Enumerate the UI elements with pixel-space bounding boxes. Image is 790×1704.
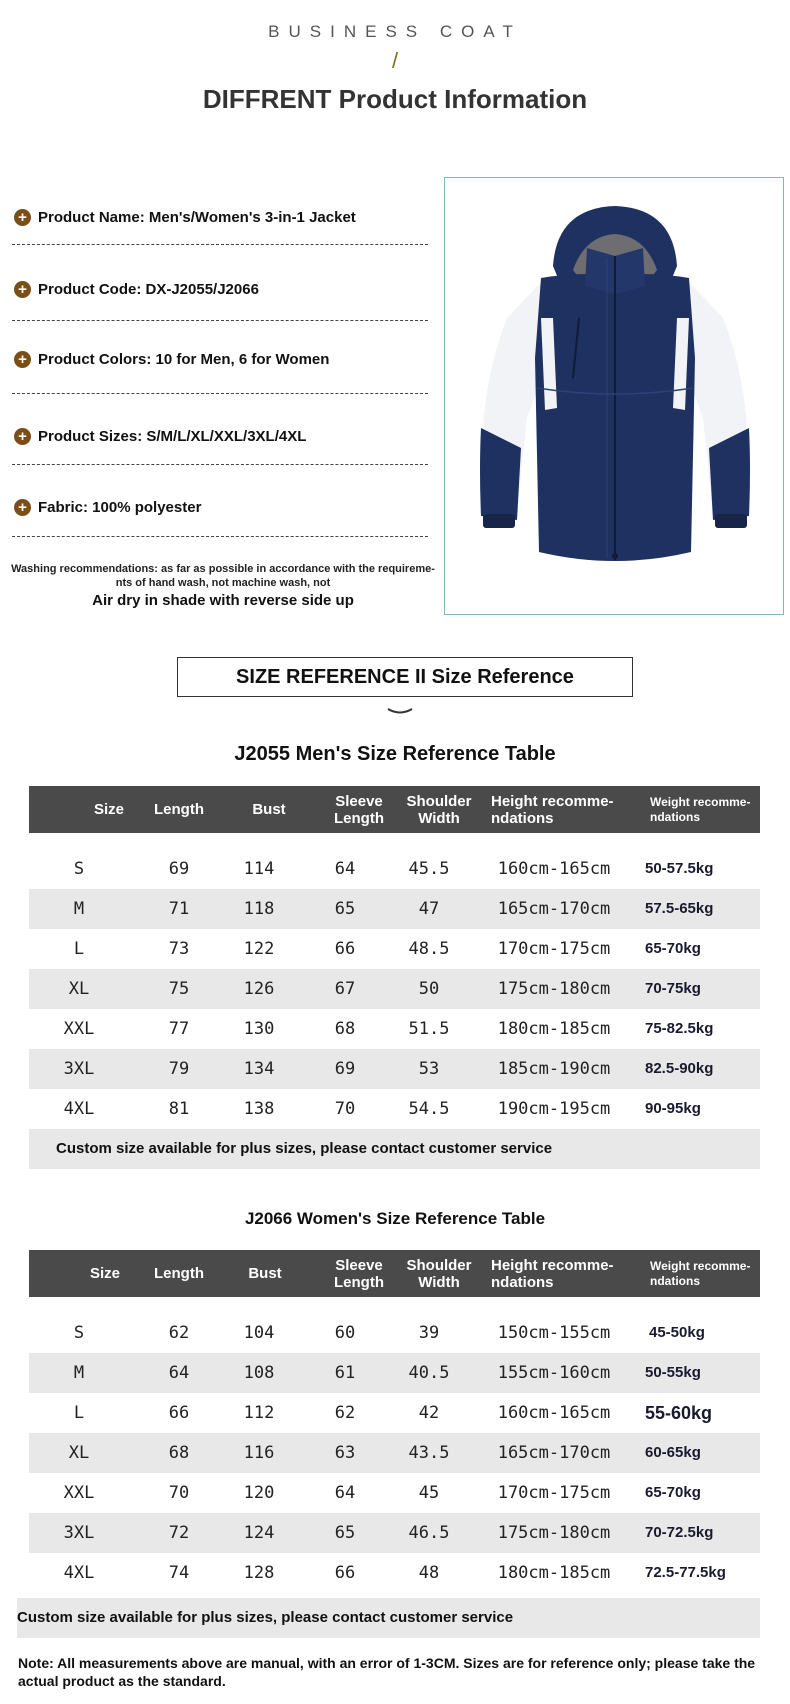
- header-bust: Bust: [252, 801, 286, 818]
- cell-size: 4XL: [63, 1563, 95, 1583]
- table-row: [29, 1553, 760, 1593]
- cell-length: 66: [168, 1403, 190, 1423]
- cell-weight: 65-70kg: [645, 940, 701, 957]
- cell-weight: 50-55kg: [645, 1364, 701, 1381]
- cell-height: 170cm-175cm: [497, 939, 611, 959]
- cell-sleeve: 60: [334, 1323, 356, 1343]
- table-row: [29, 1049, 760, 1089]
- cell-sleeve: 61: [334, 1363, 356, 1383]
- header-size: Size: [93, 801, 124, 818]
- info-row-code: [14, 269, 426, 309]
- cell-length: 73: [168, 939, 190, 959]
- cell-shoulder: 40.5: [408, 1363, 450, 1383]
- cell-bust: 118: [243, 899, 275, 919]
- table-row: [29, 1353, 760, 1393]
- cell-length: 64: [168, 1363, 190, 1383]
- cell-weight: 70-72.5kg: [645, 1524, 714, 1541]
- cell-bust: 122: [243, 939, 275, 959]
- jacket-illustration: [445, 178, 783, 614]
- measurement-note: Note: All measurements above are manual, with an error of 1-3CM. Sizes are for reference only; please take the actual product as the standard.: [18, 1655, 756, 1689]
- women-table-title: J2066 Women's Size Reference Table: [244, 1209, 546, 1228]
- cell-length: 79: [168, 1059, 190, 1079]
- divider: [12, 393, 428, 394]
- cell-sleeve: 70: [334, 1099, 356, 1119]
- cell-sleeve: 64: [334, 859, 356, 879]
- table-row: [29, 1433, 760, 1473]
- header-weight: Weight recomme- ndations: [650, 1258, 751, 1288]
- women-table-header: [29, 1250, 760, 1297]
- men-table-body: [0, 849, 790, 1129]
- header-length: Length: [154, 801, 204, 818]
- cell-shoulder: 50: [418, 979, 440, 999]
- washing-line-2: nts of hand wash, not machine wash, not: [115, 577, 331, 589]
- table-row: [29, 969, 760, 1009]
- cell-weight: 45-50kg: [649, 1324, 705, 1341]
- cell-shoulder: 42: [418, 1403, 440, 1423]
- header-height: Height recomme- ndations: [491, 1256, 614, 1291]
- cell-weight: 90-95kg: [645, 1100, 701, 1117]
- cell-height: 165cm-170cm: [497, 899, 611, 919]
- cell-size: 3XL: [63, 1523, 95, 1543]
- cell-size: S: [73, 1323, 85, 1343]
- cell-shoulder: 46.5: [408, 1523, 450, 1543]
- cell-size: S: [73, 859, 85, 879]
- cell-weight: 55-60kg: [645, 1403, 713, 1423]
- cell-weight: 57.5-65kg: [645, 900, 714, 917]
- cell-bust: 116: [243, 1443, 275, 1463]
- plus-circle-icon: +: [14, 499, 31, 516]
- header-height: Height recomme- ndations: [491, 792, 614, 827]
- cell-length: 81: [168, 1099, 190, 1119]
- cell-size: XL: [68, 979, 90, 999]
- cell-bust: 112: [243, 1403, 275, 1423]
- cell-height: 185cm-190cm: [497, 1059, 611, 1079]
- cell-length: 68: [168, 1443, 190, 1463]
- cell-height: 160cm-165cm: [497, 1403, 611, 1423]
- cell-height: 160cm-165cm: [497, 859, 611, 879]
- cell-size: L: [73, 1403, 85, 1423]
- cell-shoulder: 48: [418, 1563, 440, 1583]
- washing-line-1: Washing recommendations: as far as possible in accordance with the requireme-: [11, 563, 435, 575]
- divider: [12, 464, 428, 465]
- cell-weight: 70-75kg: [645, 980, 701, 997]
- table-row: [29, 929, 760, 969]
- cell-sleeve: 68: [334, 1019, 356, 1039]
- cell-weight: 75-82.5kg: [645, 1020, 714, 1037]
- cell-weight: 65-70kg: [645, 1484, 701, 1501]
- table-row: [29, 1473, 760, 1513]
- cell-length: 74: [168, 1563, 190, 1583]
- women-table-body: [0, 1313, 790, 1593]
- header-size: Size: [89, 1265, 120, 1282]
- cell-sleeve: 66: [334, 1563, 356, 1583]
- info-row-colors: [14, 339, 426, 379]
- cell-bust: 108: [243, 1363, 275, 1383]
- cell-weight: 60-65kg: [645, 1444, 701, 1461]
- cell-bust: 130: [243, 1019, 275, 1039]
- washing-line-3: Air dry in shade with reverse side up: [92, 592, 354, 609]
- cell-sleeve: 66: [334, 939, 356, 959]
- washing-recommendations: [10, 562, 436, 590]
- cell-shoulder: 54.5: [408, 1099, 450, 1119]
- product-colors: Product Colors: 10 for Men, 6 for Women: [38, 350, 330, 368]
- cell-sleeve: 65: [334, 1523, 356, 1543]
- header-bust: Bust: [248, 1265, 282, 1282]
- cell-length: 69: [168, 859, 190, 879]
- cell-bust: 114: [243, 859, 275, 879]
- table-row: [29, 1089, 760, 1129]
- cell-height: 180cm-185cm: [497, 1563, 611, 1583]
- title-slash: /: [391, 48, 399, 73]
- cell-sleeve: 69: [334, 1059, 356, 1079]
- cell-length: 75: [168, 979, 190, 999]
- cell-length: 72: [168, 1523, 190, 1543]
- cell-length: 71: [168, 899, 190, 919]
- cell-height: 180cm-185cm: [497, 1019, 611, 1039]
- cell-length: 77: [168, 1019, 190, 1039]
- cell-shoulder: 43.5: [408, 1443, 450, 1463]
- cell-size: L: [73, 939, 85, 959]
- cell-weight: 50-57.5kg: [645, 860, 714, 877]
- cell-shoulder: 45: [418, 1483, 440, 1503]
- table-row: [29, 849, 760, 889]
- eyebrow-text: BUSINESS COAT: [268, 22, 522, 41]
- cell-size: M: [73, 899, 85, 919]
- cell-bust: 138: [243, 1099, 275, 1119]
- cell-weight: 82.5-90kg: [645, 1060, 714, 1077]
- plus-circle-icon: +: [14, 351, 31, 368]
- cell-shoulder: 53: [418, 1059, 440, 1079]
- cell-size: M: [73, 1363, 85, 1383]
- info-row-name: [14, 197, 426, 237]
- cell-height: 150cm-155cm: [497, 1323, 611, 1343]
- cell-size: 4XL: [63, 1099, 95, 1119]
- info-row-sizes: [14, 416, 426, 456]
- cell-shoulder: 47: [418, 899, 440, 919]
- cell-bust: 128: [243, 1563, 275, 1583]
- cell-length: 70: [168, 1483, 190, 1503]
- table-row: [29, 1393, 760, 1433]
- men-table-title: J2055 Men's Size Reference Table: [234, 743, 556, 765]
- table-row: [29, 1313, 760, 1353]
- plus-circle-icon: +: [14, 281, 31, 298]
- cell-height: 175cm-180cm: [497, 979, 611, 999]
- cell-shoulder: 39: [418, 1323, 440, 1343]
- men-table-header: [29, 786, 760, 833]
- cell-bust: 104: [243, 1323, 275, 1343]
- cell-bust: 126: [243, 979, 275, 999]
- cell-height: 165cm-170cm: [497, 1443, 611, 1463]
- cell-bust: 124: [243, 1523, 275, 1543]
- header-sleeve: Sleeve Length: [334, 1256, 384, 1291]
- header-shoulder: Shoulder Width: [406, 792, 472, 827]
- table-row: [29, 889, 760, 929]
- cell-shoulder: 45.5: [408, 859, 450, 879]
- cell-height: 170cm-175cm: [497, 1483, 611, 1503]
- table-row: [29, 1513, 760, 1553]
- cell-length: 62: [168, 1323, 190, 1343]
- product-code: Product Code: DX-J2055/J2066: [38, 280, 259, 298]
- product-sizes: Product Sizes: S/M/L/XL/XXL/3XL/4XL: [38, 427, 307, 445]
- table-row: [29, 1009, 760, 1049]
- cell-sleeve: 63: [334, 1443, 356, 1463]
- cell-sleeve: 64: [334, 1483, 356, 1503]
- men-custom-note: Custom size available for plus sizes, please contact customer service: [29, 1129, 760, 1169]
- header-sleeve: Sleeve Length: [334, 792, 384, 827]
- info-row-fabric: [14, 487, 426, 527]
- page-title: DIFFRENT Product Information: [202, 84, 588, 114]
- size-reference-banner: SIZE REFERENCE II Size Reference: [177, 657, 633, 697]
- product-name: Product Name: Men's/Women's 3-in-1 Jacket: [38, 208, 356, 226]
- product-fabric: Fabric: 100% polyester: [38, 498, 202, 516]
- cell-shoulder: 48.5: [408, 939, 450, 959]
- women-custom-note: Custom size available for plus sizes, please contact customer service: [17, 1598, 760, 1638]
- curve-decoration-icon: [386, 706, 414, 716]
- cell-bust: 134: [243, 1059, 275, 1079]
- divider: [12, 320, 428, 321]
- divider: [12, 536, 428, 537]
- header-weight: Weight recomme- ndations: [650, 794, 751, 824]
- divider: [12, 244, 428, 245]
- cell-sleeve: 62: [334, 1403, 356, 1423]
- cell-weight: 72.5-77.5kg: [645, 1564, 726, 1581]
- header-shoulder: Shoulder Width: [406, 1256, 472, 1291]
- product-photo: [444, 177, 784, 615]
- cell-height: 190cm-195cm: [497, 1099, 611, 1119]
- cell-size: 3XL: [63, 1059, 95, 1079]
- plus-circle-icon: +: [14, 209, 31, 226]
- plus-circle-icon: +: [14, 428, 31, 445]
- cell-size: XXL: [63, 1019, 95, 1039]
- cell-sleeve: 67: [334, 979, 356, 999]
- header-length: Length: [154, 1265, 204, 1282]
- cell-height: 175cm-180cm: [497, 1523, 611, 1543]
- cell-size: XXL: [63, 1483, 95, 1503]
- cell-shoulder: 51.5: [408, 1019, 450, 1039]
- cell-height: 155cm-160cm: [497, 1363, 611, 1383]
- cell-sleeve: 65: [334, 899, 356, 919]
- cell-bust: 120: [243, 1483, 275, 1503]
- cell-size: XL: [68, 1443, 90, 1463]
